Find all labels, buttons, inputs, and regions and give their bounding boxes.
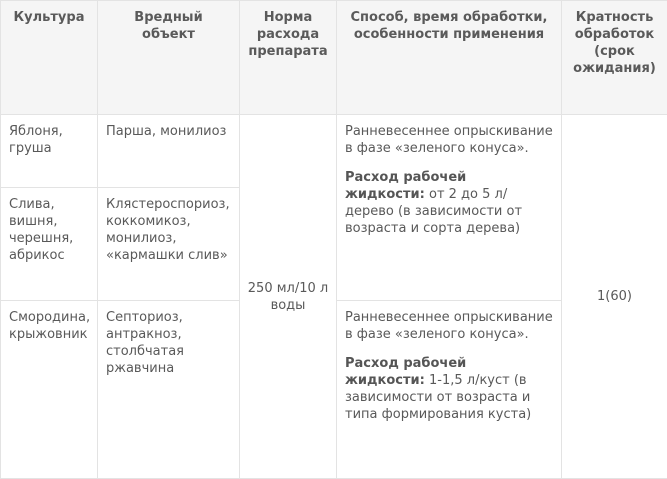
pest-cell: Парша, монилиоз xyxy=(98,115,240,188)
culture-cell: Слива, вишня, черешня, абрикос xyxy=(1,188,98,301)
pest-cell: Септориоз, антракноз, столбчатая ржавчина xyxy=(98,301,240,479)
frequency-cell: 1(60) xyxy=(562,115,667,479)
culture-cell: Смородина, крыжовник xyxy=(1,301,98,479)
rate-cell: 250 мл/10 л воды xyxy=(240,115,337,479)
header-method: Способ, время обработки, особенности применения xyxy=(337,1,562,115)
header-rate: Норма расхода препарата xyxy=(240,1,337,115)
table-row xyxy=(1,115,667,188)
culture-cell: Яблоня, груша xyxy=(1,115,98,188)
header-row xyxy=(1,1,667,115)
method-cell-berry: Ранневесеннее опрыскивание в фазе «зеленого конуса». Расход рабочей жидкости: 1-1,5 л/куст (в зависимости от возраста и типа формирования куста) xyxy=(337,301,562,479)
header-pest: Вредный объект xyxy=(98,1,240,115)
pest-cell: Клястероспориоз, коккомикоз, монилиоз, «кармашки слив» xyxy=(98,188,240,301)
method-cell-fruit: Ранневесеннее опрыскивание в фазе «зеленого конуса». Расход рабочей жидкости: от 2 до 5 л/ дерево (в зависимости от возраста и сорта дерева) xyxy=(337,115,562,301)
header-frequency: Кратность обработок (срок ожидания) xyxy=(562,1,667,115)
header-culture: Культура xyxy=(1,1,98,115)
